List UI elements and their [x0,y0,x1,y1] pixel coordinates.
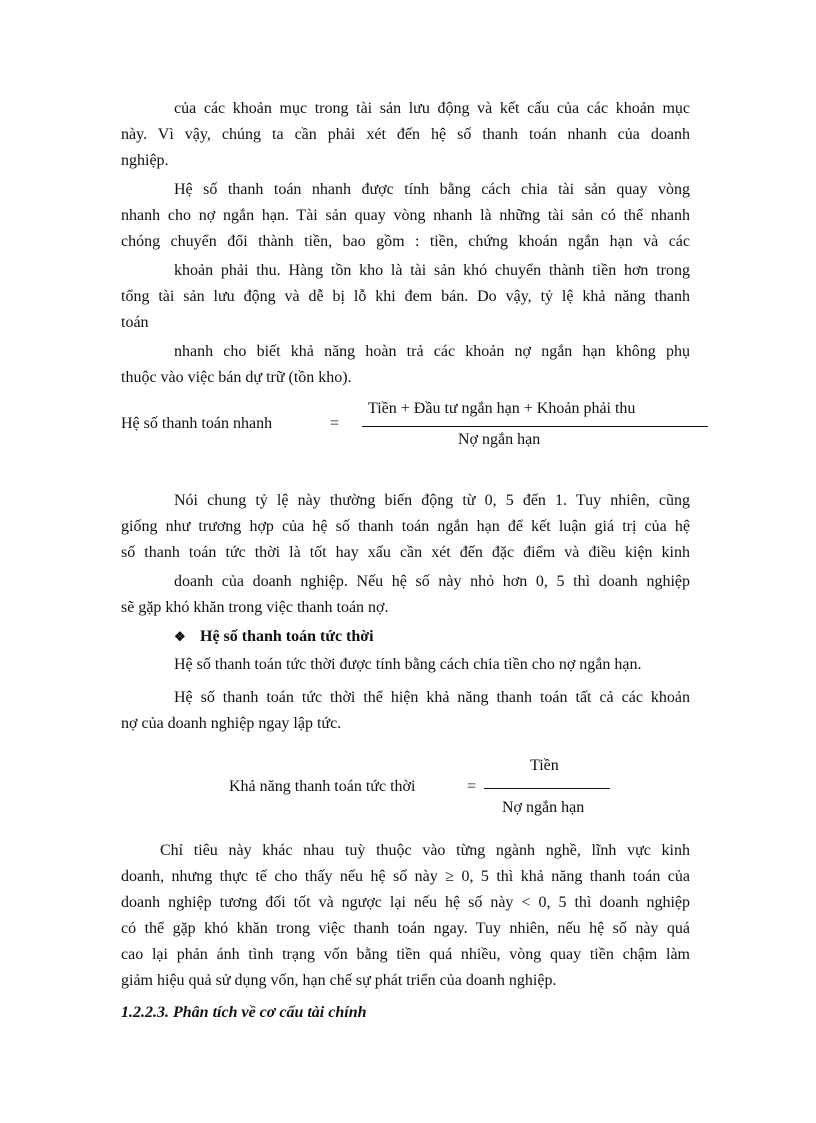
p2-line-6: toán [121,314,149,331]
formula2-equals: = [467,778,477,795]
formula1-fraction-bar [362,426,708,427]
bullet-heading-text: Hệ số thanh toán tức thời [200,628,374,645]
p3-line-2: giống như trương hợp của hệ số thanh toán ngắn hạn để kết luận giá trị của hệ [121,518,690,535]
p3-line-1: Nói chung tỷ lệ này thường biến động từ 0, 5 đến 1. Tuy nhiên, cũng [174,492,690,509]
p6-line-1: Chỉ tiêu này khác nhau tuỳ thuộc vào từng ngành nghề, lĩnh vực kinh [160,842,690,859]
p2-line-8: thuộc vào việc bán dự trữ (tồn kho). [121,369,352,386]
p2-line-7: nhanh cho biết khả năng hoàn trả các khoản nợ ngắn hạn không phụ [174,343,690,360]
formula1-equals: = [330,415,340,432]
p6-line-5: cao lại phản ánh tình trạng vốn bằng tiền quá nhiều, vòng quay tiền chậm làm [121,946,690,963]
p3-line-4: doanh của doanh nghiệp. Nếu hệ số này nhỏ hơn 0, 5 thì doanh nghiệp [174,573,690,590]
p2-line-4: khoản phải thu. Hàng tồn kho là tài sản khó chuyển thành tiền hơn trong [174,262,690,279]
p2-line-3: chóng chuyển đổi thành tiền, bao gồm : tiền, chứng khoán ngắn hạn và các [121,233,690,250]
formula2-numerator: Tiền [530,757,559,774]
formula1-numerator: Tiền + Đầu tư ngắn hạn + Khoản phải thu [368,400,636,417]
p3-line-3: số thanh toán tức thời là tốt hay xấu cần xét đến đặc điểm và điều kiện kinh [121,544,690,561]
p2-line-5: tổng tài sản lưu động và dễ bị lỗ khi đem bán. Do vậy, tỷ lệ khả năng thanh [121,288,690,305]
formula1-label: Hệ số thanh toán nhanh [121,415,273,432]
p1-line-3: nghiệp. [121,152,169,169]
p2-line-2: nhanh cho nợ ngắn hạn. Tài sản quay vòng nhanh là những tài sản có thể nhanh [121,207,690,224]
p4-line-1: Hệ số thanh toán tức thời được tính bằng cách chia tiền cho nợ ngắn hạn. [174,656,642,673]
formula2-fraction-bar [484,788,610,789]
diamond-bullet-icon: ❖ [174,629,186,644]
p5-line-1: Hệ số thanh toán tức thời thể hiện khả năng thanh toán tất cả các khoản [174,689,690,706]
p2-line-1: Hệ số thanh toán nhanh được tính bằng cách chia tài sản quay vòng [174,181,690,198]
p3-line-5: sẽ gặp khó khăn trong việc thanh toán nợ. [121,599,389,616]
bullet-heading [174,627,374,647]
p6-line-2: doanh, nhưng thực tế cho thấy nếu hệ số này ≥ 0, 5 thì khả năng thanh toán của [121,868,690,885]
p1-line-1: của các khoản mục trong tài sản lưu động và kết cấu của các khoản mục [174,100,690,117]
formula2-label: Khả năng thanh toán tức thời [229,778,416,795]
formula1-denominator: Nợ ngắn hạn [458,431,541,448]
section-heading: 1.2.2.3. Phân tích về cơ cấu tài chính [121,1004,367,1021]
p1-line-2: này. Vì vậy, chúng ta cần phải xét đến hệ số thanh toán nhanh của doanh [121,126,690,143]
p5-line-2: nợ của doanh nghiệp ngay lập tức. [121,715,342,732]
formula2-denominator: Nợ ngắn hạn [502,799,585,816]
p6-line-4: có thể gặp khó khăn trong việc thanh toán ngay. Tuy nhiên, nếu hệ số này quá [121,920,690,937]
p6-line-6: giảm hiệu quả sử dụng vốn, hạn chế sự phát triển của doanh nghiệp. [121,972,557,989]
p6-line-3: doanh nghiệp tương đối tốt và ngược lại nếu hệ số này < 0, 5 thì doanh nghiệp [121,894,690,911]
